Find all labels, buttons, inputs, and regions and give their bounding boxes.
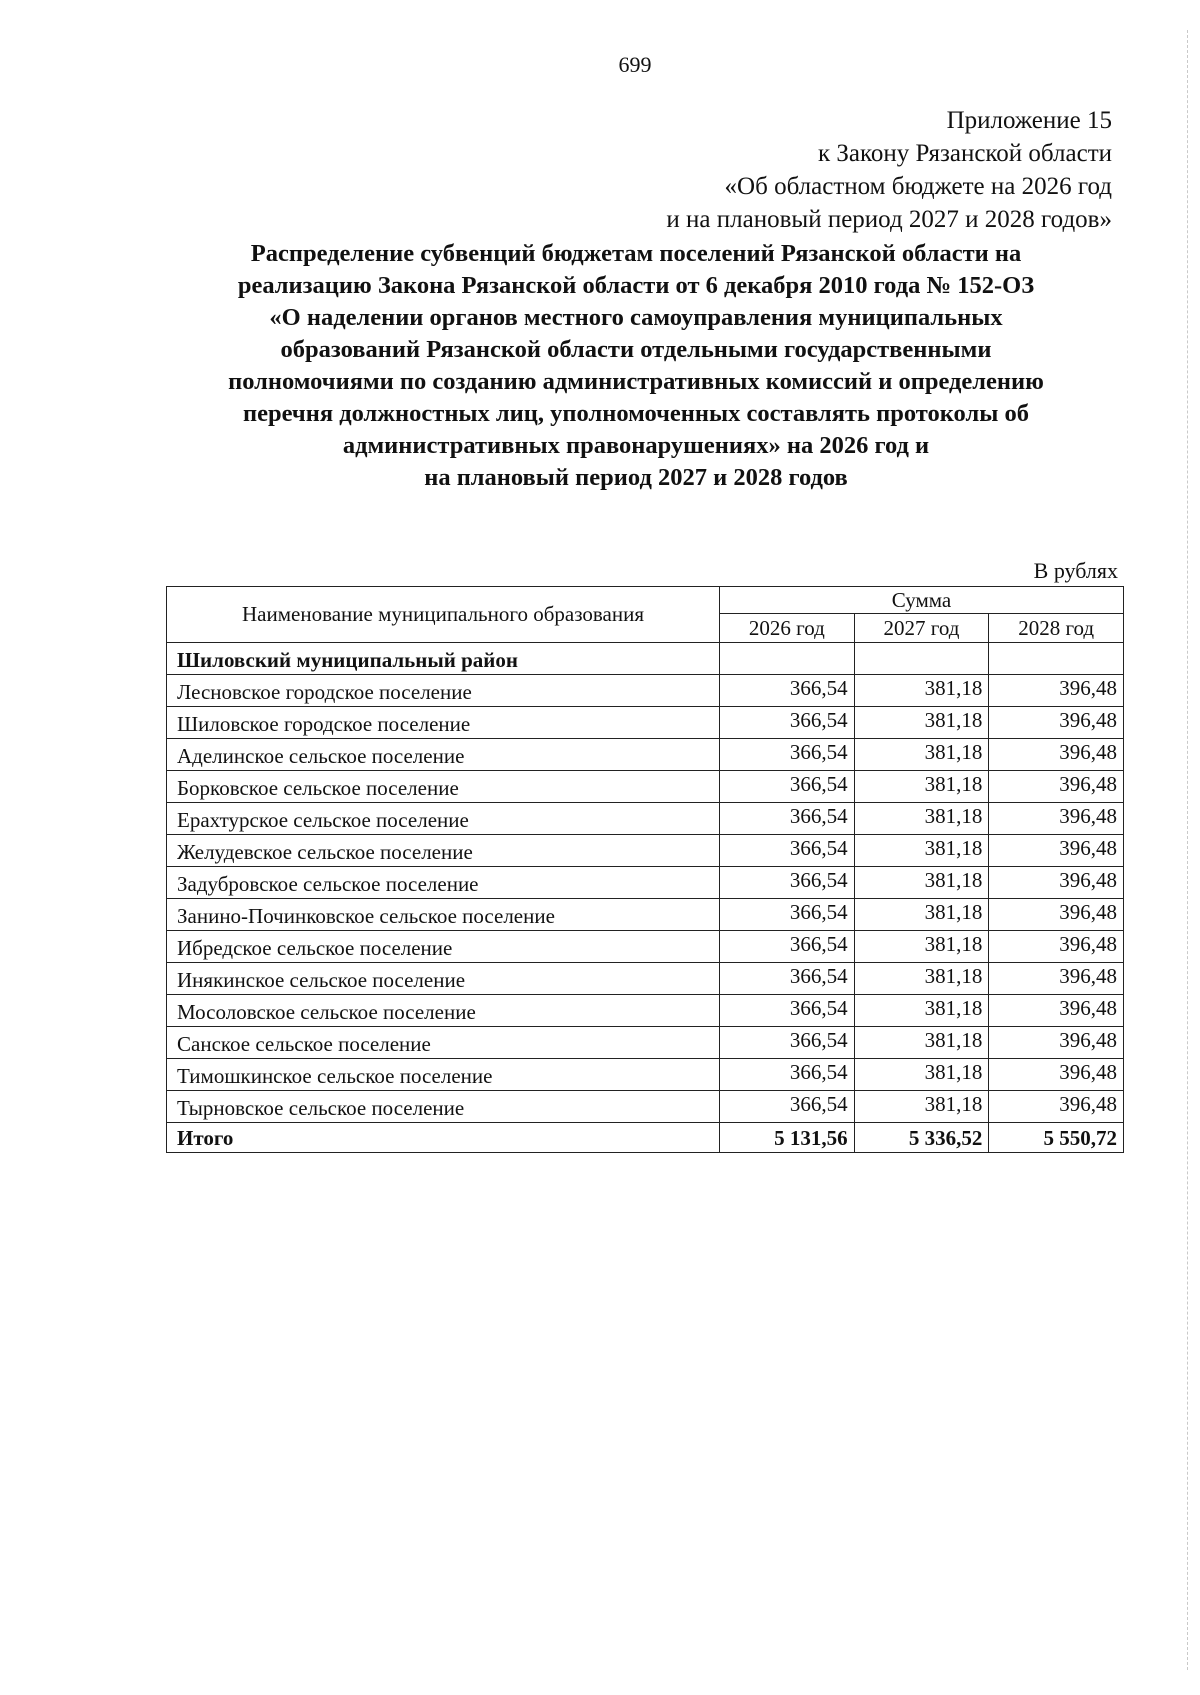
value-2026: 366,54 [720, 771, 855, 803]
table-row [167, 675, 1124, 707]
appendix-line: к Закону Рязанской области [818, 140, 1112, 167]
value-2028: 396,48 [989, 707, 1124, 739]
value-2027: 381,18 [854, 995, 989, 1027]
value-2027: 381,18 [854, 771, 989, 803]
appendix-line: и на плановый период 2027 и 2028 годов» [666, 206, 1112, 233]
value-2026: 366,54 [720, 963, 855, 995]
column-header-sum: Сумма [720, 587, 1124, 614]
table-row [167, 1027, 1124, 1059]
settlement-name: Лесновское городское поселение [167, 675, 720, 707]
value-2027: 381,18 [854, 963, 989, 995]
column-header-2026: 2026 год [720, 614, 855, 643]
table-row [167, 771, 1124, 803]
table-row [167, 931, 1124, 963]
value-2026: 366,54 [720, 899, 855, 931]
value-2026: 366,54 [720, 931, 855, 963]
settlement-name: Тимошкинское сельское поселение [167, 1059, 720, 1091]
value-2028: 396,48 [989, 739, 1124, 771]
settlement-name: Желудевское сельское поселение [167, 835, 720, 867]
table-row [167, 835, 1124, 867]
value-2026: 366,54 [720, 1027, 855, 1059]
value-2026: 366,54 [720, 1059, 855, 1091]
total-2026: 5 131,56 [720, 1123, 855, 1153]
appendix-reference [666, 104, 1112, 236]
value-2027: 381,18 [854, 739, 989, 771]
total-label: Итого [167, 1123, 720, 1153]
value-2026: 366,54 [720, 867, 855, 899]
value-2026: 366,54 [720, 707, 855, 739]
scan-edge-artifact [1187, 30, 1192, 1670]
value-2026: 366,54 [720, 1091, 855, 1123]
value-2026: 366,54 [720, 739, 855, 771]
value-2028: 396,48 [989, 835, 1124, 867]
title-line: полномочиями по созданию административных комиссий и определению [228, 368, 1044, 395]
empty-cell [989, 643, 1124, 675]
value-2027: 381,18 [854, 867, 989, 899]
table-row [167, 899, 1124, 931]
value-2027: 381,18 [854, 675, 989, 707]
appendix-line: «Об областном бюджете на 2026 год [724, 173, 1112, 200]
value-2026: 366,54 [720, 675, 855, 707]
title-line: перечня должностных лиц, уполномоченных составлять протоколы об [243, 400, 1029, 427]
value-2028: 396,48 [989, 995, 1124, 1027]
value-2028: 396,48 [989, 963, 1124, 995]
value-2028: 396,48 [989, 867, 1124, 899]
value-2026: 366,54 [720, 803, 855, 835]
units-label: В рублях [1033, 558, 1118, 583]
value-2027: 381,18 [854, 835, 989, 867]
table-row [167, 803, 1124, 835]
subventions-table [166, 586, 1124, 1153]
value-2027: 381,18 [854, 1091, 989, 1123]
settlement-name: Ерахтурское сельское поселение [167, 803, 720, 835]
title-line: на плановый период 2027 и 2028 годов [424, 464, 848, 491]
value-2027: 381,18 [854, 707, 989, 739]
total-row [167, 1123, 1124, 1153]
value-2028: 396,48 [989, 675, 1124, 707]
settlement-name: Санское сельское поселение [167, 1027, 720, 1059]
table-row [167, 707, 1124, 739]
table-row [167, 995, 1124, 1027]
value-2027: 381,18 [854, 1059, 989, 1091]
title-line: административных правонарушениях» на 2026 год и [342, 432, 930, 459]
value-2028: 396,48 [989, 1027, 1124, 1059]
section-row [167, 643, 1124, 675]
empty-cell [720, 643, 855, 675]
value-2028: 396,48 [989, 771, 1124, 803]
column-header-2028: 2028 год [989, 614, 1124, 643]
total-2028: 5 550,72 [989, 1123, 1124, 1153]
title-line: образований Рязанской области отдельными государственными [280, 336, 992, 363]
title-line: «О наделении органов местного самоуправления муниципальных [269, 304, 1003, 331]
value-2028: 396,48 [989, 1059, 1124, 1091]
table-row [167, 739, 1124, 771]
value-2026: 366,54 [720, 995, 855, 1027]
value-2027: 381,18 [854, 931, 989, 963]
section-name: Шиловский муниципальный район [167, 643, 720, 675]
settlement-name: Задубровское сельское поселение [167, 867, 720, 899]
settlement-name: Инякинское сельское поселение [167, 963, 720, 995]
title-line: реализацию Закона Рязанской области от 6 декабря 2010 года № 152-ОЗ [237, 272, 1035, 299]
table-row [167, 1091, 1124, 1123]
page-number: 699 [618, 52, 652, 77]
appendix-line: Приложение 15 [946, 107, 1112, 134]
settlement-name: Ибредское сельское поселение [167, 931, 720, 963]
settlement-name: Аделинское сельское поселение [167, 739, 720, 771]
value-2027: 381,18 [854, 1027, 989, 1059]
table-row [167, 963, 1124, 995]
document-title [130, 238, 1142, 494]
value-2028: 396,48 [989, 1091, 1124, 1123]
column-header-2027: 2027 год [854, 614, 989, 643]
settlement-name: Шиловское городское поселение [167, 707, 720, 739]
value-2028: 396,48 [989, 899, 1124, 931]
settlement-name: Тырновское сельское поселение [167, 1091, 720, 1123]
total-2027: 5 336,52 [854, 1123, 989, 1153]
title-line: Распределение субвенций бюджетам поселений Рязанской области на [250, 240, 1022, 267]
value-2027: 381,18 [854, 803, 989, 835]
settlement-name: Борковское сельское поселение [167, 771, 720, 803]
table-row [167, 1059, 1124, 1091]
value-2026: 366,54 [720, 835, 855, 867]
column-header-name: Наименование муниципального образования [167, 587, 720, 643]
value-2028: 396,48 [989, 803, 1124, 835]
settlement-name: Занино-Починковское сельское поселение [167, 899, 720, 931]
empty-cell [854, 643, 989, 675]
value-2027: 381,18 [854, 899, 989, 931]
settlement-name: Мосоловское сельское поселение [167, 995, 720, 1027]
table-row [167, 867, 1124, 899]
value-2028: 396,48 [989, 931, 1124, 963]
